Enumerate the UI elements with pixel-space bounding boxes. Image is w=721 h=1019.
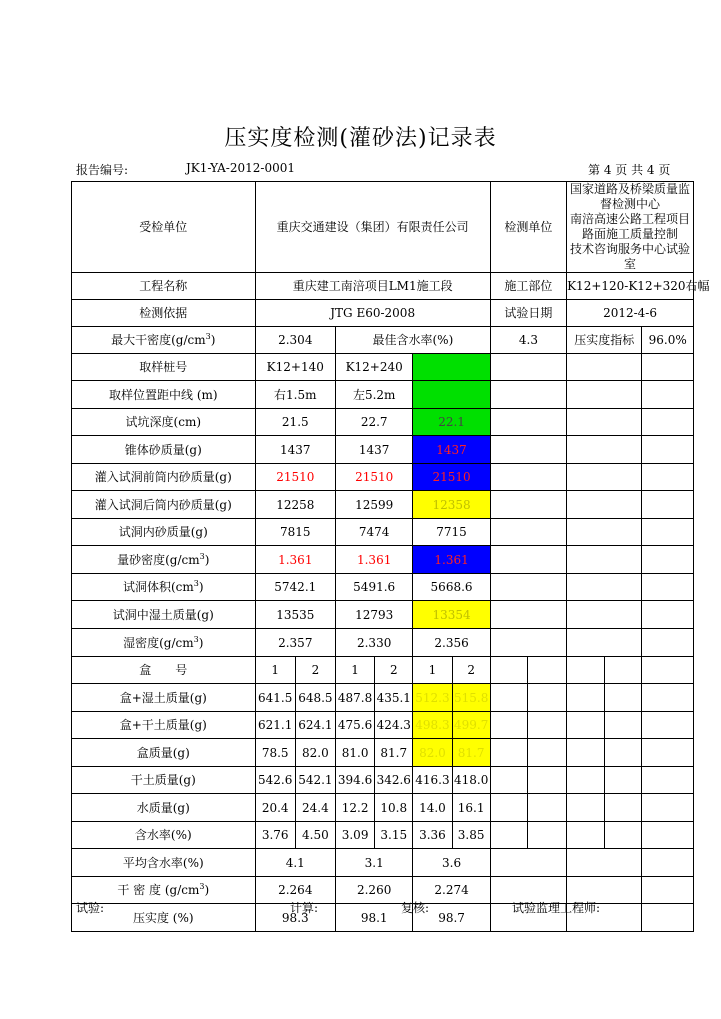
cell — [527, 657, 566, 684]
cell: 648.5 — [295, 684, 335, 712]
cell: 2 — [452, 657, 490, 684]
row-label: 盒+干土质量(g) — [72, 712, 256, 739]
cell: 542.6 — [255, 767, 295, 794]
cell — [567, 574, 642, 601]
cell — [490, 767, 527, 794]
cell: 342.6 — [375, 767, 413, 794]
cell — [490, 849, 566, 877]
cell — [642, 767, 694, 794]
cell — [490, 574, 566, 601]
cell: 3.85 — [452, 822, 490, 849]
cell: 98.7 — [413, 904, 490, 932]
cell: 7715 — [413, 519, 490, 546]
cell — [567, 794, 605, 822]
footer-test: 试验: — [76, 901, 105, 915]
location-value: K12+120-K12+320右幅 — [567, 273, 694, 300]
cell: 7474 — [336, 519, 413, 546]
cell — [413, 354, 490, 381]
cell — [642, 794, 694, 822]
cell: 13535 — [255, 601, 335, 629]
cell: 1 — [255, 657, 295, 684]
cell — [642, 849, 694, 877]
cell — [642, 354, 694, 381]
cell: 4.1 — [255, 849, 335, 877]
row-label: 压实度 (%) — [72, 904, 256, 932]
cell: 右1.5m — [255, 381, 335, 409]
cell: 1.361 — [413, 546, 490, 574]
cell: 3.09 — [336, 822, 375, 849]
record-table — [71, 181, 710, 932]
cell — [490, 629, 566, 657]
cell — [567, 767, 605, 794]
cell: 3.1 — [336, 849, 413, 877]
footer-supervisor: 试验监理工程师: — [512, 901, 601, 915]
max-dry-density-value: 2.304 — [255, 327, 335, 354]
cell — [642, 574, 694, 601]
cell — [642, 546, 694, 574]
row-label: 试洞中湿土质量(g) — [72, 601, 256, 629]
cell — [413, 381, 490, 409]
cell — [527, 712, 566, 739]
cell — [490, 354, 566, 381]
max-dry-density-label: 最大干密度$(g/cm^3)$ — [72, 327, 256, 354]
cell: 21.5 — [255, 409, 335, 436]
cell — [527, 794, 566, 822]
cell: 16.1 — [452, 794, 490, 822]
cell: 22.7 — [336, 409, 413, 436]
cell: 394.6 — [336, 767, 375, 794]
row-label: 盒+湿土质量(g) — [72, 684, 256, 712]
cell — [490, 657, 527, 684]
row-label: 灌入试洞后筒内砂质量(g) — [72, 491, 256, 519]
cell — [567, 822, 605, 849]
cell — [490, 712, 527, 739]
cell — [567, 409, 642, 436]
cell — [642, 822, 694, 849]
cell — [567, 436, 642, 464]
cell: 3.15 — [375, 822, 413, 849]
cell — [605, 739, 642, 767]
cell — [567, 684, 605, 712]
cell: 515.8 — [452, 684, 490, 712]
cell: 499.7 — [452, 712, 490, 739]
location-label: 施工部位 — [490, 273, 566, 300]
date-value: 2012-4-6 — [567, 300, 694, 327]
cell: 475.6 — [336, 712, 375, 739]
cell: 512.3 — [413, 684, 452, 712]
unit-label: 受检单位 — [72, 182, 256, 273]
cell: 621.1 — [255, 712, 295, 739]
cell — [567, 354, 642, 381]
cell: 2.330 — [336, 629, 413, 657]
cell: 424.3 — [375, 712, 413, 739]
row-label: 湿密度$(g/cm^3)$ — [72, 629, 256, 657]
cell: 12.2 — [336, 794, 375, 822]
basis-value: JTG E60-2008 — [255, 300, 490, 327]
cell: 14.0 — [413, 794, 452, 822]
cell — [605, 767, 642, 794]
cell — [567, 519, 642, 546]
cell — [605, 794, 642, 822]
cell: 624.1 — [295, 712, 335, 739]
cell: 2.357 — [255, 629, 335, 657]
cell — [567, 491, 642, 519]
row-label: 干土质量(g) — [72, 767, 256, 794]
cell: 416.3 — [413, 767, 452, 794]
cell — [605, 657, 642, 684]
cell — [490, 464, 566, 491]
report-no-label: 报告编号: — [76, 163, 129, 177]
cell — [490, 601, 566, 629]
cell: 1.361 — [255, 546, 335, 574]
cell — [567, 849, 642, 877]
cell — [642, 712, 694, 739]
cell — [490, 409, 566, 436]
cell: 418.0 — [452, 767, 490, 794]
cell — [490, 822, 527, 849]
cell — [527, 739, 566, 767]
row-label: 锥体砂质量(g) — [72, 436, 256, 464]
cell: 12358 — [413, 491, 490, 519]
cell — [567, 629, 642, 657]
cell: 1.361 — [336, 546, 413, 574]
cell — [490, 794, 527, 822]
cell: 4.50 — [295, 822, 335, 849]
cell — [490, 381, 566, 409]
cell: 1437 — [255, 436, 335, 464]
row-label: 试洞内砂质量(g) — [72, 519, 256, 546]
basis-label: 检测依据 — [72, 300, 256, 327]
cell: 20.4 — [255, 794, 295, 822]
cell: 2.260 — [336, 877, 413, 904]
cell: 542.1 — [295, 767, 335, 794]
page-info: 第 4 页 共 4 页 — [588, 163, 671, 177]
row-label: 取样位置距中线 (m) — [72, 381, 256, 409]
project-label: 工程名称 — [72, 273, 256, 300]
cell — [527, 767, 566, 794]
row-label: 盒质量(g) — [72, 739, 256, 767]
cell: 1437 — [336, 436, 413, 464]
cell: 10.8 — [375, 794, 413, 822]
cell: 21510 — [336, 464, 413, 491]
cell — [605, 684, 642, 712]
cell: 7815 — [255, 519, 335, 546]
cell: 3.76 — [255, 822, 295, 849]
cell — [642, 657, 694, 684]
cell: 1 — [336, 657, 375, 684]
cell: 82.0 — [295, 739, 335, 767]
cell — [490, 546, 566, 574]
unit-value: 重庆交通建设（集团）有限责任公司 — [255, 182, 490, 273]
cell — [605, 712, 642, 739]
cell: 487.8 — [336, 684, 375, 712]
cell — [567, 546, 642, 574]
cell — [642, 436, 694, 464]
row-label: 量砂密度$(g/cm^3)$ — [72, 546, 256, 574]
cell — [642, 464, 694, 491]
cell: 2.274 — [413, 877, 490, 904]
cell — [642, 491, 694, 519]
cell — [642, 629, 694, 657]
footer-calc: 计算: — [290, 901, 319, 915]
cell — [642, 381, 694, 409]
row-label: 平均含水率(%) — [72, 849, 256, 877]
cell — [642, 409, 694, 436]
cell: 24.4 — [295, 794, 335, 822]
cell: 12793 — [336, 601, 413, 629]
cell — [642, 877, 694, 904]
test-unit-label: 检测单位 — [490, 182, 566, 273]
cell: 641.5 — [255, 684, 295, 712]
cell: 98.3 — [255, 904, 335, 932]
cell: 1 — [413, 657, 452, 684]
row-label: 盒 号 — [72, 657, 256, 684]
cell — [527, 822, 566, 849]
cell — [642, 684, 694, 712]
cell: 2.356 — [413, 629, 490, 657]
date-label: 试验日期 — [490, 300, 566, 327]
cell — [642, 904, 694, 932]
cell: 81.0 — [336, 739, 375, 767]
cell: 82.0 — [413, 739, 452, 767]
cell: 2 — [295, 657, 335, 684]
cell — [567, 712, 605, 739]
page-title: 压实度检测(灌砂法)记录表 — [224, 126, 497, 151]
cell — [527, 684, 566, 712]
cell — [490, 519, 566, 546]
cell: K12+140 — [255, 354, 335, 381]
cell: 81.7 — [452, 739, 490, 767]
row-label: 试坑深度(cm) — [72, 409, 256, 436]
report-no: JK1-YA-2012-0001 — [186, 161, 295, 175]
cell: 5742.1 — [255, 574, 335, 601]
cell — [567, 739, 605, 767]
cell: 2.264 — [255, 877, 335, 904]
cell — [567, 381, 642, 409]
cell: 5491.6 — [336, 574, 413, 601]
footer-review: 复核: — [401, 901, 430, 915]
cell: 3.36 — [413, 822, 452, 849]
cell: 左5.2m — [336, 381, 413, 409]
cell — [642, 739, 694, 767]
cell: 3.6 — [413, 849, 490, 877]
cell: 12258 — [255, 491, 335, 519]
cell: 13354 — [413, 601, 490, 629]
row-label: 干 密 度 $(g/cm^3)$ — [72, 877, 256, 904]
compaction-index-value: 96.0% — [642, 327, 694, 354]
cell: 98.1 — [336, 904, 413, 932]
row-label: 灌入试洞前筒内砂质量(g) — [72, 464, 256, 491]
cell: 498.3 — [413, 712, 452, 739]
row-label: 试洞体积$(cm^3)$ — [72, 574, 256, 601]
cell — [490, 491, 566, 519]
project-value: 重庆建工南涪项目LM1施工段 — [255, 273, 490, 300]
cell: 5668.6 — [413, 574, 490, 601]
opt-moisture-label: 最佳含水率(%) — [336, 327, 491, 354]
cell: 1437 — [413, 436, 490, 464]
cell: 21510 — [255, 464, 335, 491]
cell — [642, 601, 694, 629]
cell — [567, 657, 605, 684]
cell: 22.1 — [413, 409, 490, 436]
cell: 435.1 — [375, 684, 413, 712]
cell — [490, 684, 527, 712]
cell: 81.7 — [375, 739, 413, 767]
cell: K12+240 — [336, 354, 413, 381]
row-label: 取样桩号 — [72, 354, 256, 381]
test-unit-value: 国家道路及桥梁质量监督检测中心 南涪高速公路工程项目路面施工质量控制 技术咨询服务中心试验室 — [567, 182, 694, 273]
cell: 2 — [375, 657, 413, 684]
opt-moisture-value: 4.3 — [490, 327, 566, 354]
cell — [642, 519, 694, 546]
cell: 12599 — [336, 491, 413, 519]
cell — [490, 436, 566, 464]
compaction-index-label: 压实度指标 — [567, 327, 642, 354]
cell — [567, 464, 642, 491]
row-label: 含水率(%) — [72, 822, 256, 849]
row-label: 水质量(g) — [72, 794, 256, 822]
cell — [490, 739, 527, 767]
cell: 21510 — [413, 464, 490, 491]
cell — [605, 822, 642, 849]
cell — [567, 601, 642, 629]
cell: 78.5 — [255, 739, 295, 767]
